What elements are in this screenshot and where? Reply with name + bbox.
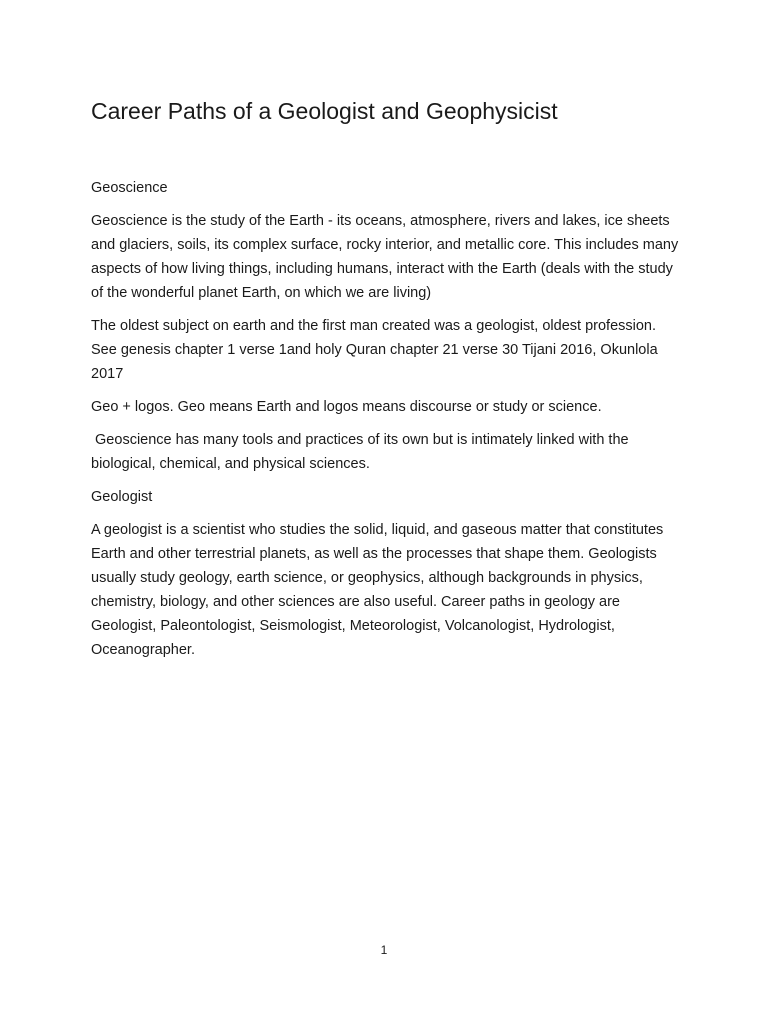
paragraph-geoscience-tools: Geoscience has many tools and practices of its own but is intimately linked with the biological, chemical, and physical sciences. (91, 432, 629, 472)
paragraph-geologist-definition: A geologist is a scientist who studies the solid, liquid, and gaseous matter that constitutes Earth and other terrestrial planets, as well as the processes that shape them. Geologists usually study geology, earth science, or geophysics, although backgrounds in physics, chemistry, biology, and other sciences are also useful. Career paths in geology are Geologist, Paleontologist, Seismologist, Meteorologist, Volcanologist, Hydrologist, Oceanographer. (91, 522, 664, 658)
page-number: 1 (380, 943, 388, 957)
paragraph-oldest-subject: The oldest subject on earth and the first man created was a geologist, oldest profession. See genesis chapter 1 verse 1and holy Quran chapter 21 verse 30 Tijani 2016, Okunlola 2017 (91, 318, 658, 382)
paragraph-geoscience-definition: Geoscience is the study of the Earth - its oceans, atmosphere, rivers and lakes, ice sheets and glaciers, soils, its complex surface, rocky interior, and metallic core. This includes many aspects of how living things, including humans, interact with the Earth (deals with the study of the wonderful planet Earth, on which we are living) (91, 213, 679, 301)
section-heading-geoscience: Geoscience (91, 180, 168, 196)
section-heading-geologist: Geologist (91, 489, 153, 505)
document-title: Career Paths of a Geologist and Geophysicist (91, 98, 558, 124)
document-body (91, 96, 681, 671)
paragraph-geo-logos: Geo + logos. Geo means Earth and logos means discourse or study or science. (91, 399, 602, 415)
